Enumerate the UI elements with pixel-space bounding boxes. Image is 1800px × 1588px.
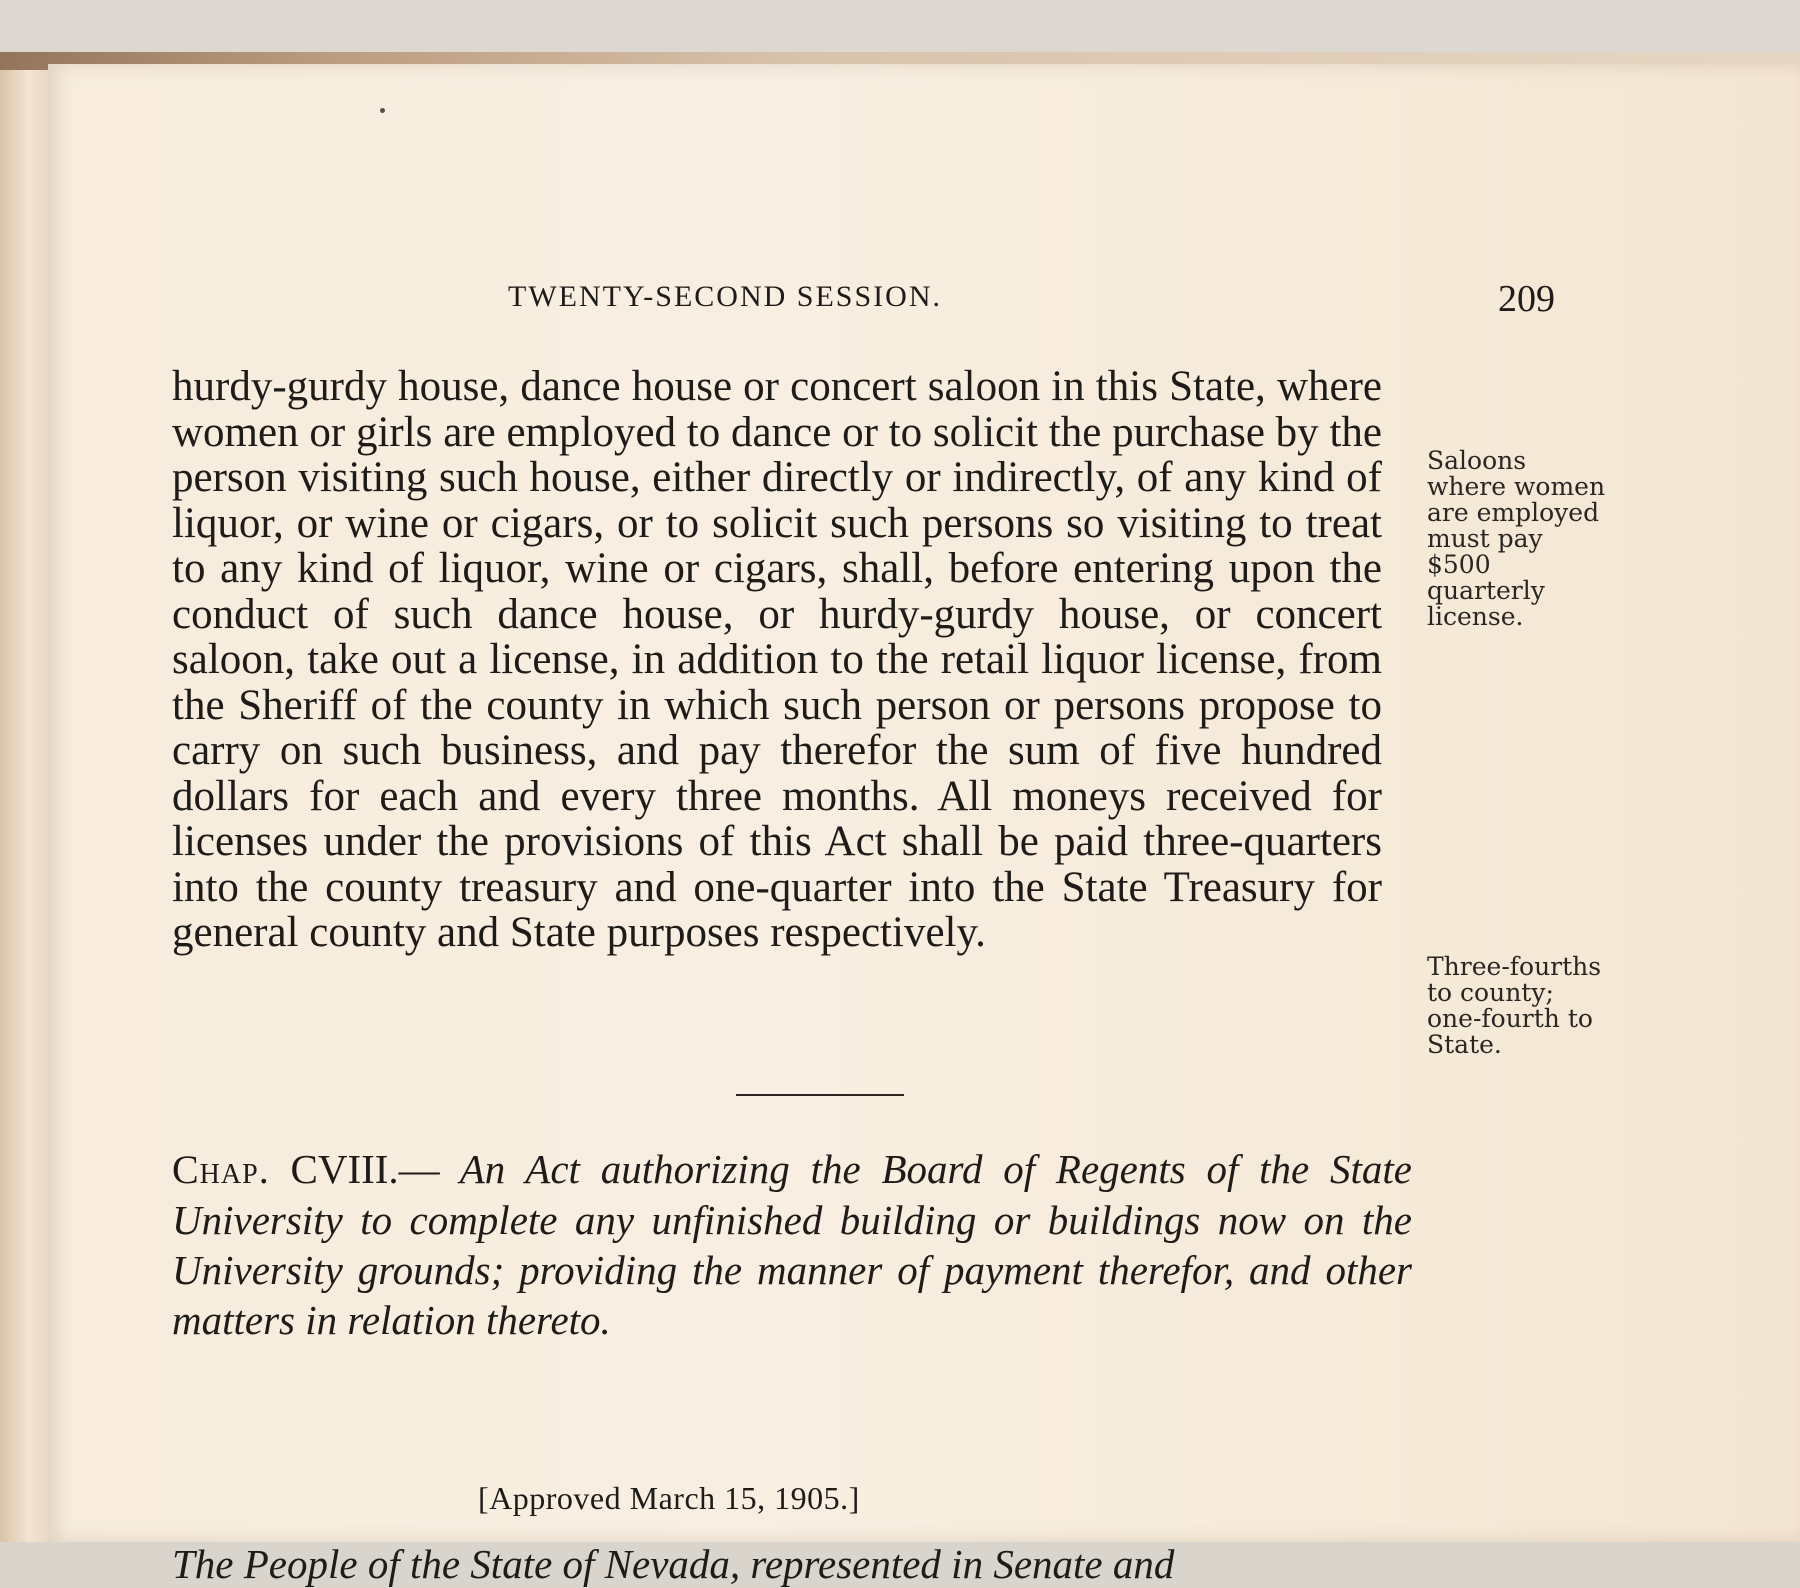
act-title: An Act authorizing the Board of Regents of the State University to complete any unfinished building or buildings now on the University grounds; providing the manner of payment therefor, and other matters in relation thereto. xyxy=(172,1146,1413,1343)
book-page xyxy=(48,64,1800,1587)
approval-date: [Approved March 15, 1905.] xyxy=(478,1480,860,1516)
chapter-number: CVIII.— xyxy=(290,1146,440,1192)
page-body xyxy=(172,363,1606,1542)
page-number: 209 xyxy=(1498,278,1555,320)
marginal-note-license: Saloons where women are employed must pay $500 quarterly license. xyxy=(1427,446,1606,631)
section-divider xyxy=(736,1094,904,1096)
act-title-block xyxy=(172,1144,1412,1345)
chapter-heading xyxy=(172,1144,1412,1345)
marginal-note-division: Three-fourths to county; one-fourth to State. xyxy=(1427,952,1602,1059)
enacting-clause: The People of the State of Nevada, represented in Senate and xyxy=(172,1541,1175,1587)
ink-speck xyxy=(380,108,385,113)
running-head: TWENTY-SECOND SESSION. xyxy=(508,280,942,313)
left-page-edge xyxy=(0,70,49,1542)
main-paragraph: hurdy-gurdy house, dance house or concert saloon in this State, where women or girls are employed to dance or to solicit the purchase by the person visiting such house, either directly or indirectly, of any kind of liquor, or wine or cigars, or to solicit such persons so visiting to treat to any kind of liquor, wine or cigars, shall, before entering upon the conduct of such dance house, or hurdy-gurdy house, or concert saloon, take out a license, in addition to the retail liquor license, from the Sheriff of the county in which such person or persons propose to carry on such business, and pay therefor the sum of five hundred dollars for each and every three months. All moneys received for licenses under the provisions of this Act shall be paid three-quarters into the county treasury and one-quarter into the State Treasury for general county and State purposes respectively. xyxy=(172,363,1382,956)
page-header xyxy=(48,280,1800,330)
chapter-prefix: Chap. xyxy=(172,1147,270,1192)
